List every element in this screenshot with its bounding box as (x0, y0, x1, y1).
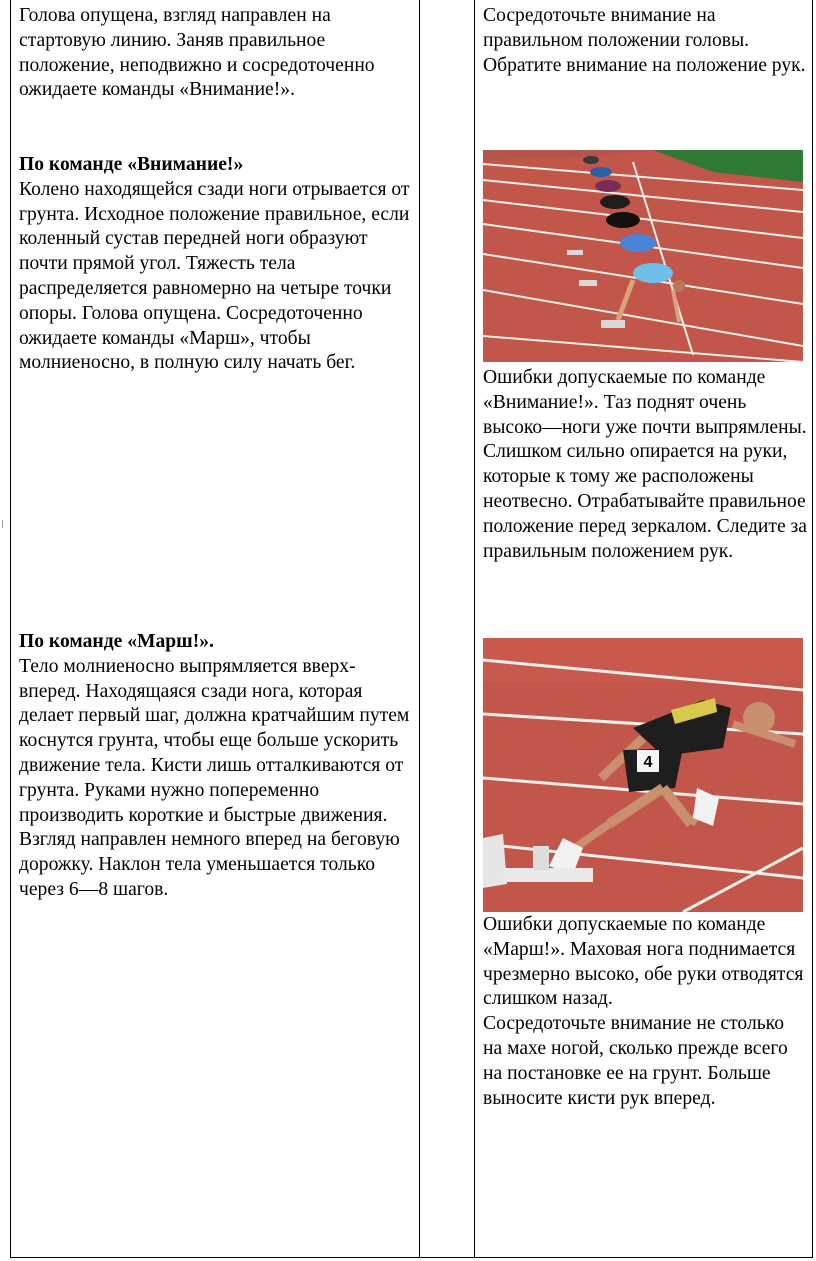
photo-runner-march (483, 638, 803, 912)
left-paragraph-march: Тело молниеносно выпрямляется вверх-вперед. Находящаяся сзади нога, которая делает первый шаг, должна кратчайшим путем коснутся грунта, чтобы еще больше ускорить движение тела. Кисти лишь отталкиваются от грунта. Руками нужно попеременно производить короткие и быстрые движения. Взгляд направлен немного вперед на беговую дорожку. Наклон тела уменьшается только через 6—8 шагов. (19, 655, 410, 900)
right-section-march-errors (483, 913, 808, 1111)
right-paragraph-attention-errors: Ошибки допускаемые по команде «Внимание!». Таз поднят очень высоко—ноги уже почти выпрямлены. Слишком сильно опирается на руки, которые к тому же расположены неотвесно. Отрабатывайте правильное положение перед зеркалом. Следите за правильным положением рук. (483, 367, 807, 562)
photo-sprinters-set-position (483, 150, 803, 362)
right-paragraph-march-errors: Ошибки допускаемые по команде «Марш!». Маховая нога поднимается чрезмерно высоко, обе руки отводятся слишком назад. (483, 914, 804, 1010)
table-column-divider (419, 0, 420, 1257)
left-paragraph-attention: Колено находящейся сзади ноги отрывается от грунта. Исходное положение правильное, если коленный сустав передней ноги образуют почти прямой угол. Тяжесть тела распределяется равномерно на четыре точки опоры. Голова опущена. Сосредоточенно ожидаете команды «Марш», чтобы молниеносно, в полную силу начать бег. (19, 178, 410, 374)
heading-attention-command: По команде «Внимание!» (19, 154, 244, 175)
runner-bib-number: 4 (643, 754, 653, 771)
right-paragraph-march-advice: Сосредоточьте внимание не столько на махе ногой, сколько прежде всего на постановке ее на грунт. Больше выносите кисти рук вперед. (483, 1013, 788, 1109)
right-paragraph-head-position: Сосредоточьте внимание на правильном положении головы. Обратите внимание на положение рук. (483, 5, 806, 76)
sprinters-illustration (483, 150, 803, 362)
left-section-march (19, 630, 411, 903)
heading-march-command: По команде «Марш!». (19, 631, 214, 652)
table-column-divider (474, 0, 475, 1257)
runner-illustration (483, 638, 803, 912)
margin-mark (2, 520, 3, 528)
left-section-attention (19, 153, 411, 376)
left-paragraph-start-position: Голова опущена, взгляд направлен на стартовую линию. Заняв правильное положение, неподвижно и сосредоточенно ожидаете команды «Внимание!». (19, 5, 375, 101)
